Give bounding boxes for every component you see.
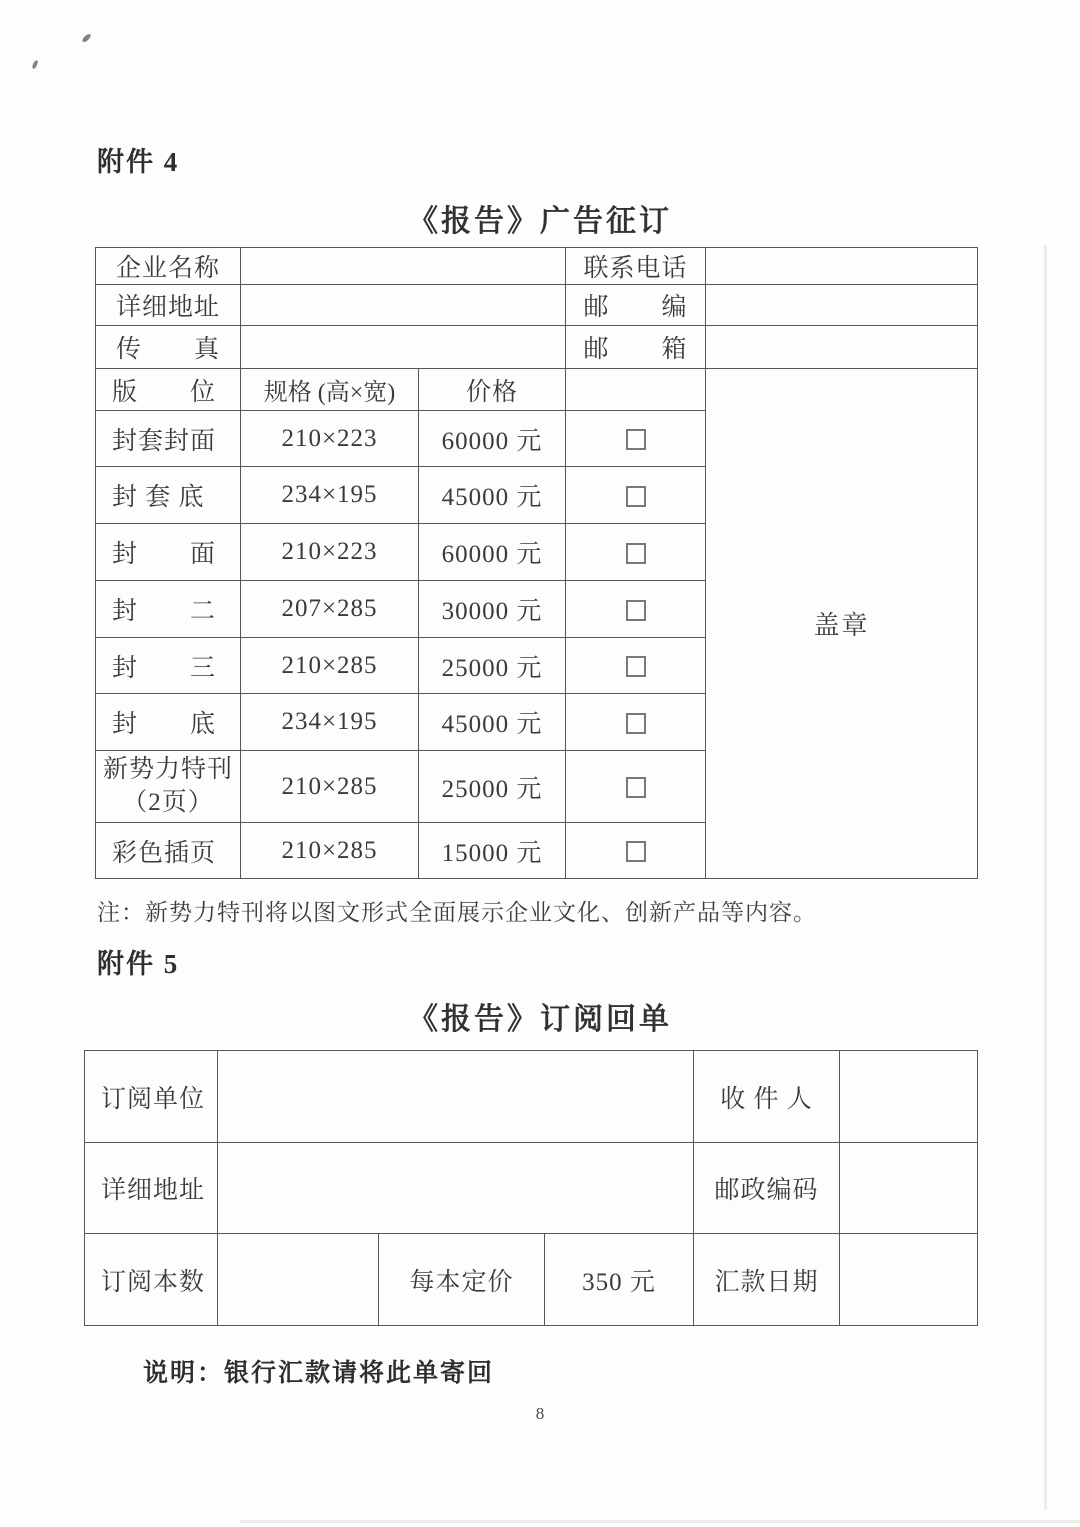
spec-cell: 207×285: [241, 581, 419, 638]
recipient-label: 收 件 人: [694, 1051, 840, 1143]
subscription-form-title: 《报告》订阅回单: [408, 1003, 672, 1036]
price-cell: 60000 元: [419, 524, 566, 581]
ad-checkbox[interactable]: [626, 543, 646, 564]
phone-value-cell: [706, 248, 978, 285]
fax-value-cell: [241, 326, 566, 369]
address-label: 详细地址: [96, 285, 241, 326]
copies-label: 订阅本数: [85, 1234, 218, 1326]
ad-checkbox[interactable]: [626, 600, 646, 621]
footnote: 注：新势力特刊将以图文形式全面展示企业文化、创新产品等内容。: [97, 900, 817, 925]
table-row: [85, 1051, 978, 1143]
subscriber-value-cell: [218, 1051, 694, 1143]
price-cell: 15000 元: [419, 823, 566, 879]
spec-cell: 234×195: [241, 694, 419, 751]
remit-date-label: 汇款日期: [694, 1234, 840, 1326]
ad-checkbox[interactable]: [626, 429, 646, 450]
ad-form-title: 《报告》广告征订: [408, 205, 672, 238]
scan-speck: [81, 33, 91, 44]
spec-cell: 210×285: [241, 638, 419, 694]
spec-cell: 210×223: [241, 524, 419, 581]
checkbox-cell: [566, 524, 706, 581]
table-row: [96, 326, 978, 369]
spec-cell: 210×285: [241, 823, 419, 879]
attachment5-label: 附件 5: [97, 949, 180, 979]
recipient-value-cell: [840, 1051, 978, 1143]
remittance-instruction: 说明：银行汇款请将此单寄回: [143, 1360, 495, 1387]
checkbox-cell: [566, 411, 706, 467]
address-label: 详细地址: [85, 1143, 218, 1234]
position-cell: 封 三: [96, 638, 241, 694]
checkbox-cell: [566, 751, 706, 823]
subscriber-label: 订阅单位: [85, 1051, 218, 1143]
position-cell: 封 套 底: [96, 467, 241, 524]
position-cell: 彩色插页: [96, 823, 241, 879]
checkbox-cell: [566, 694, 706, 751]
table-row: [85, 1234, 978, 1326]
email-value-cell: [706, 326, 978, 369]
fax-label: 传 真: [96, 326, 241, 369]
phone-label: 联系电话: [566, 248, 706, 285]
postal-code-value-cell: [840, 1143, 978, 1234]
zip-value-cell: [706, 285, 978, 326]
scan-edge-line: [1044, 245, 1047, 1510]
postal-code-label: 邮政编码: [694, 1143, 840, 1234]
ad-checkbox[interactable]: [626, 777, 646, 798]
checkbox-cell: [566, 638, 706, 694]
table-row: [85, 1143, 978, 1234]
unit-price-label: 每本定价: [379, 1234, 545, 1326]
spec-cell: 210×223: [241, 411, 419, 467]
spec-column-header: 规格 (高×宽): [241, 369, 419, 411]
checkbox-cell: [566, 467, 706, 524]
copies-value-cell: [218, 1234, 379, 1326]
price-cell: 25000 元: [419, 751, 566, 823]
checkbox-cell: [566, 581, 706, 638]
table-header-row: [96, 369, 978, 411]
company-name-value-cell: [241, 248, 566, 285]
price-cell: 45000 元: [419, 694, 566, 751]
ad-checkbox[interactable]: [626, 841, 646, 862]
checkbox-column-header: [566, 369, 706, 411]
price-cell: 60000 元: [419, 411, 566, 467]
price-column-header: 价格: [419, 369, 566, 411]
ad-checkbox[interactable]: [626, 486, 646, 507]
address-value-cell: [241, 285, 566, 326]
price-cell: 25000 元: [419, 638, 566, 694]
position-cell: [96, 751, 241, 823]
stamp-cell: 盖章: [706, 369, 978, 879]
price-cell: 30000 元: [419, 581, 566, 638]
spec-cell: 210×285: [241, 751, 419, 823]
email-label: 邮 箱: [566, 326, 706, 369]
page-number: 8: [535, 1404, 545, 1423]
subscription-table: [84, 1050, 978, 1326]
checkbox-cell: [566, 823, 706, 879]
remit-date-value-cell: [840, 1234, 978, 1326]
table-row: [96, 285, 978, 326]
table-row: [96, 248, 978, 285]
position-cell: 封套封面: [96, 411, 241, 467]
unit-price-value: 350 元: [545, 1234, 694, 1326]
ad-checkbox[interactable]: [626, 713, 646, 734]
ad-checkbox[interactable]: [626, 656, 646, 677]
position-cell: 封 面: [96, 524, 241, 581]
scan-bottom-line: [240, 1520, 1080, 1523]
position-column-header: 版 位: [96, 369, 241, 411]
spec-cell: 234×195: [241, 467, 419, 524]
position-line2: （2页）: [122, 788, 214, 816]
attachment4-label: 附件 4: [97, 147, 180, 177]
price-cell: 45000 元: [419, 467, 566, 524]
ad-order-table: [95, 247, 978, 879]
position-line1: 新势力特刊: [102, 756, 233, 783]
address-value-cell: [218, 1143, 694, 1234]
scan-speck: [32, 60, 39, 70]
position-cell: 封 二: [96, 581, 241, 638]
zip-label: 邮 编: [566, 285, 706, 326]
position-cell: 封 底: [96, 694, 241, 751]
company-name-label: 企业名称: [96, 248, 241, 285]
